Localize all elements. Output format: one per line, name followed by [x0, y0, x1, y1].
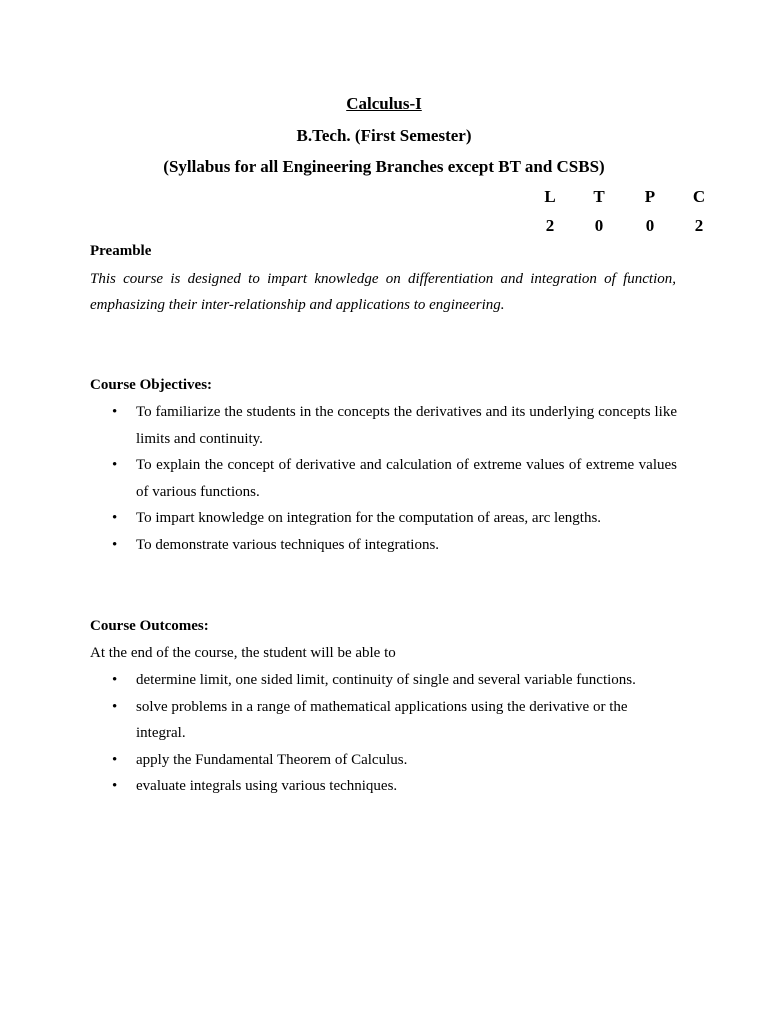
list-item	[90, 452, 677, 505]
objectives-heading: Course Objectives:	[90, 377, 213, 393]
credit-label-t: T	[593, 187, 605, 206]
list-item	[90, 773, 650, 800]
outcomes-list	[90, 667, 650, 800]
objective-text: To impart knowledge on integration for the computation of areas, arc lengths.	[136, 510, 602, 526]
credit-label-p: P	[644, 187, 656, 206]
list-item	[90, 667, 650, 694]
outcomes-heading: Course Outcomes:	[90, 618, 209, 634]
list-item	[90, 399, 677, 452]
credit-label-c: C	[692, 187, 706, 206]
credit-value-p: 0	[645, 216, 655, 235]
bullet-icon: •	[112, 751, 118, 768]
outcomes-intro: At the end of the course, the student will be able to	[90, 645, 396, 661]
credit-value-l: 2	[545, 216, 555, 235]
objective-text: To familiarize the students in the concepts the derivatives and its underlying concepts like limits and continuity.	[136, 404, 677, 447]
list-item	[90, 505, 677, 532]
list-item	[90, 532, 677, 559]
objective-text: To demonstrate various techniques of integrations.	[136, 536, 440, 553]
outcome-text: evaluate integrals using various techniques.	[136, 778, 398, 794]
outcome-text: solve problems in a range of mathematical applications using the derivative or the integral.	[136, 698, 628, 741]
course-title: Calculus-I	[346, 94, 422, 113]
bullet-icon: •	[112, 457, 118, 473]
credit-label-l: L	[544, 187, 556, 206]
outcome-text: determine limit, one sided limit, continuity of single and several variable functions.	[136, 672, 636, 688]
bullet-icon: •	[112, 778, 118, 794]
bullet-icon: •	[112, 510, 118, 526]
list-item	[90, 747, 650, 774]
bullet-icon: •	[112, 536, 118, 553]
syllabus-scope: (Syllabus for all Engineering Branches except BT and CSBS)	[163, 157, 605, 176]
credit-value-t: 0	[594, 216, 604, 235]
list-item	[90, 694, 650, 747]
bullet-icon: •	[112, 404, 118, 420]
preamble-text: This course is designed to impart knowledge on differentiation and integration of function, emphasizing their inter-relationship and applications to engineering.	[90, 271, 676, 313]
objective-text: To explain the concept of derivative and calculation of extreme values of extreme values of various functions.	[136, 457, 677, 500]
bullet-icon: •	[112, 698, 118, 715]
program-title: B.Tech. (First Semester)	[296, 126, 472, 145]
credit-value-c: 2	[694, 216, 704, 235]
preamble-heading: Preamble	[90, 243, 152, 259]
outcome-text: apply the Fundamental Theorem of Calculus.	[136, 751, 408, 768]
objectives-list	[90, 399, 677, 558]
bullet-icon: •	[112, 672, 118, 688]
